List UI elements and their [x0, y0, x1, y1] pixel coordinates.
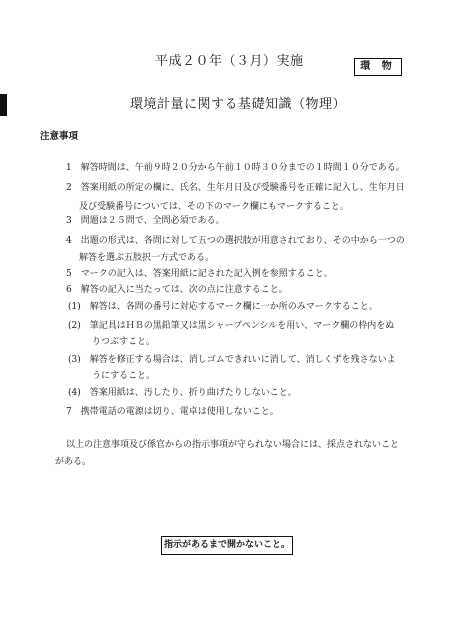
do-not-open-notice: 指示があるまで開かないこと。	[161, 536, 293, 555]
note-line: がある。	[55, 457, 92, 467]
note-line: 1 解答時間は、午前９時２０分から午前１０時３０分までの１時間１０分である。	[66, 163, 405, 173]
notes-heading: 注意事項	[40, 131, 79, 142]
note-line: 7 携帯電話の電源は切り、電卓は使用しないこと。	[66, 407, 279, 417]
note-line: (1) 解答は、各問の番号に対応するマーク欄に一か所のみマークすること。	[68, 302, 378, 312]
note-line: 以上の注意事項及び係官からの指示事項が守られない場合には、採点されないこと	[66, 440, 400, 450]
note-line: 5 マークの記入は、答案用紙に記された記入例を参照すること。	[66, 269, 333, 279]
note-line: (3) 解答を修正する場合は、消しゴムできれいに消して、消しくずを残さないよ	[68, 355, 396, 365]
note-line: 6 解答の記入に当たっては、次の点に注意すること。	[66, 285, 288, 295]
note-line: 解答を選ぶ五肢択一方式である。	[79, 253, 215, 263]
note-line: 及び受験番号については、その下のマーク欄にもマークすること。	[79, 202, 349, 212]
registration-mark	[0, 94, 7, 116]
note-line: (2) 筆記具はＨＢの黒鉛筆又は黒シャープペンシルを用い、マーク欄の枠内をぬ	[68, 321, 395, 331]
exam-title: 環境計量に関する基礎知識（物理）	[130, 97, 347, 112]
subject-label-box: 環 物	[354, 58, 402, 76]
note-line: うにすること。	[92, 371, 156, 381]
note-line: 2 答案用紙の所定の欄に、氏名、生年月日及び受験番号を正確に記入し、生年月日	[66, 183, 405, 193]
note-line: 4 出題の形式は、各問に対して五つの選択肢が用意されており、その中から一つの	[66, 236, 405, 246]
note-line: りつぶすこと。	[92, 337, 156, 347]
note-line: 3 問題は２５問で、全問必須である。	[66, 216, 225, 226]
note-line: (4) 答案用紙は、汚したり、折り曲げたりしないこと。	[68, 388, 297, 398]
exam-date: 平成２０年（３月）実施	[155, 54, 304, 69]
